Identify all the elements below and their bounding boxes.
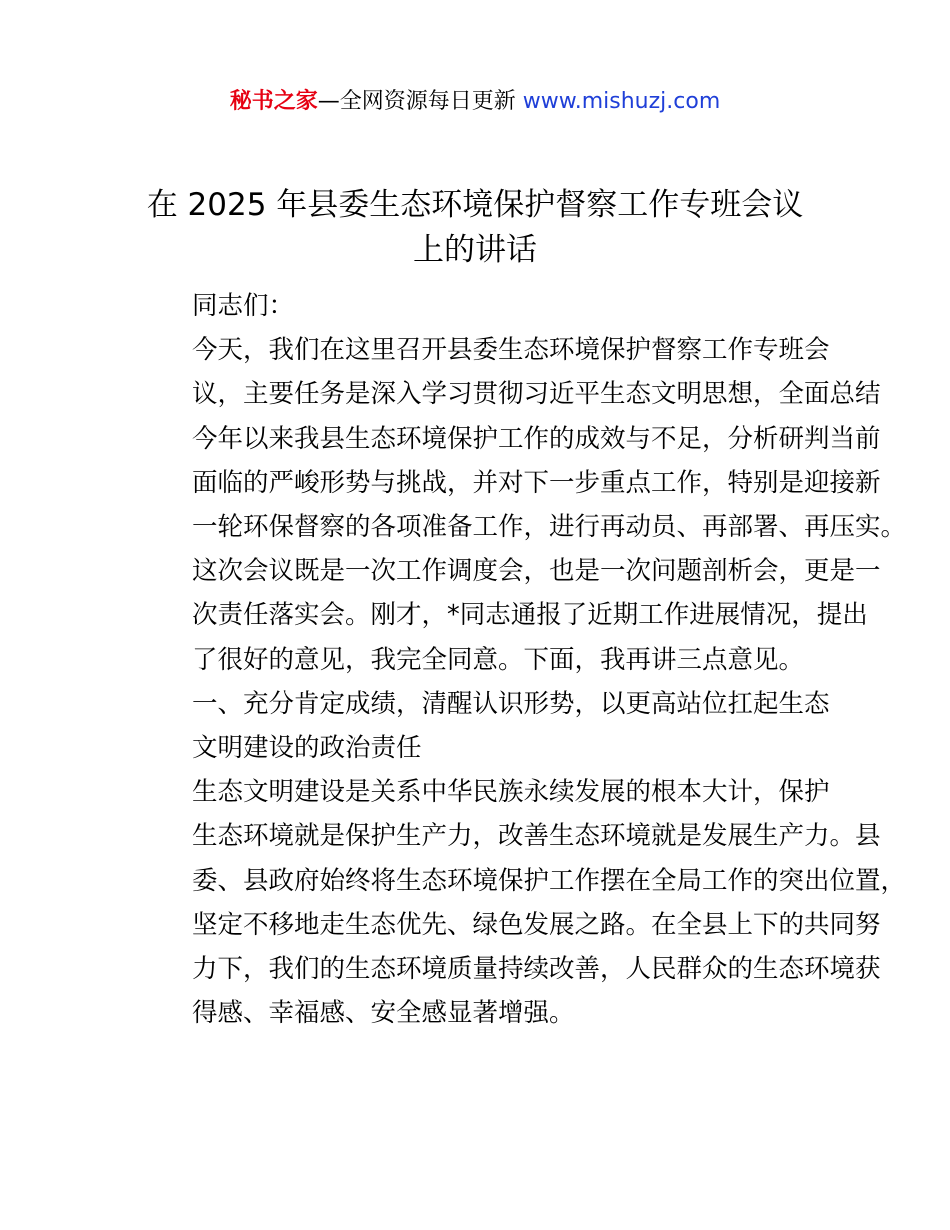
site-brand: 秘书之家 [229,89,318,114]
text-line: 面临的严峻形势与挑战，并对下一步重点工作，特别是迎接新 [192,467,881,498]
site-url-link[interactable]: www.mishuzj.com [522,89,721,114]
text-line: 一轮环保督察的各项准备工作，进行再动员、再部署、再压实。 [192,512,907,543]
site-header [0,86,950,118]
text-line: 今天，我们在这里召开县委生态环境保护督察工作专班会 [192,335,830,366]
text-line: 了很好的意见，我完全同意。下面，我再讲三点意见。 [192,644,805,675]
text-line: 委、县政府始终将生态环境保护工作摆在全局工作的突出位置， [192,865,907,896]
text-line: 生态环境就是保护生产力，改善生态环境就是发展生产力。县 [192,821,881,852]
text-line: 议，主要任务是深入学习贯彻习近平生态文明思想，全面总结 [192,379,881,410]
document-title [100,183,850,273]
text-line: 文明建设的政治责任 [192,733,422,764]
text-line: 这次会议既是一次工作调度会，也是一次问题剖析会，更是一 [192,556,881,587]
paragraph-section-1 [141,770,907,1035]
paragraph-intro [141,328,907,682]
document-body [141,284,907,1035]
text-line: 得感、幸福感、安全感显著增强。 [192,998,575,1029]
text-line: 一、充分肯定成绩，清醒认识形势，以更高站位扛起生态 [192,688,830,719]
title-line: 在 2025 年县委生态环境保护督察工作专班会议 [146,187,804,223]
text-line: 坚定不移地走生态优先、绿色发展之路。在全县上下的共同努 [192,909,881,940]
text-line: 生态文明建设是关系中华民族永续发展的根本大计，保护 [192,777,830,808]
text-line: 今年以来我县生态环境保护工作的成效与不足，分析研判当前 [192,423,881,454]
text-line: 力下，我们的生态环境质量持续改善，人民群众的生态环境获 [192,954,881,985]
salutation: 同志们： [192,291,295,321]
title-line: 上的讲话 [413,232,537,268]
site-tagline: —全网资源每日更新 [317,89,516,114]
text-line: 次责任落实会。刚才，*同志通报了近期工作进展情况，提出 [192,600,868,631]
section-heading-1 [141,682,831,770]
